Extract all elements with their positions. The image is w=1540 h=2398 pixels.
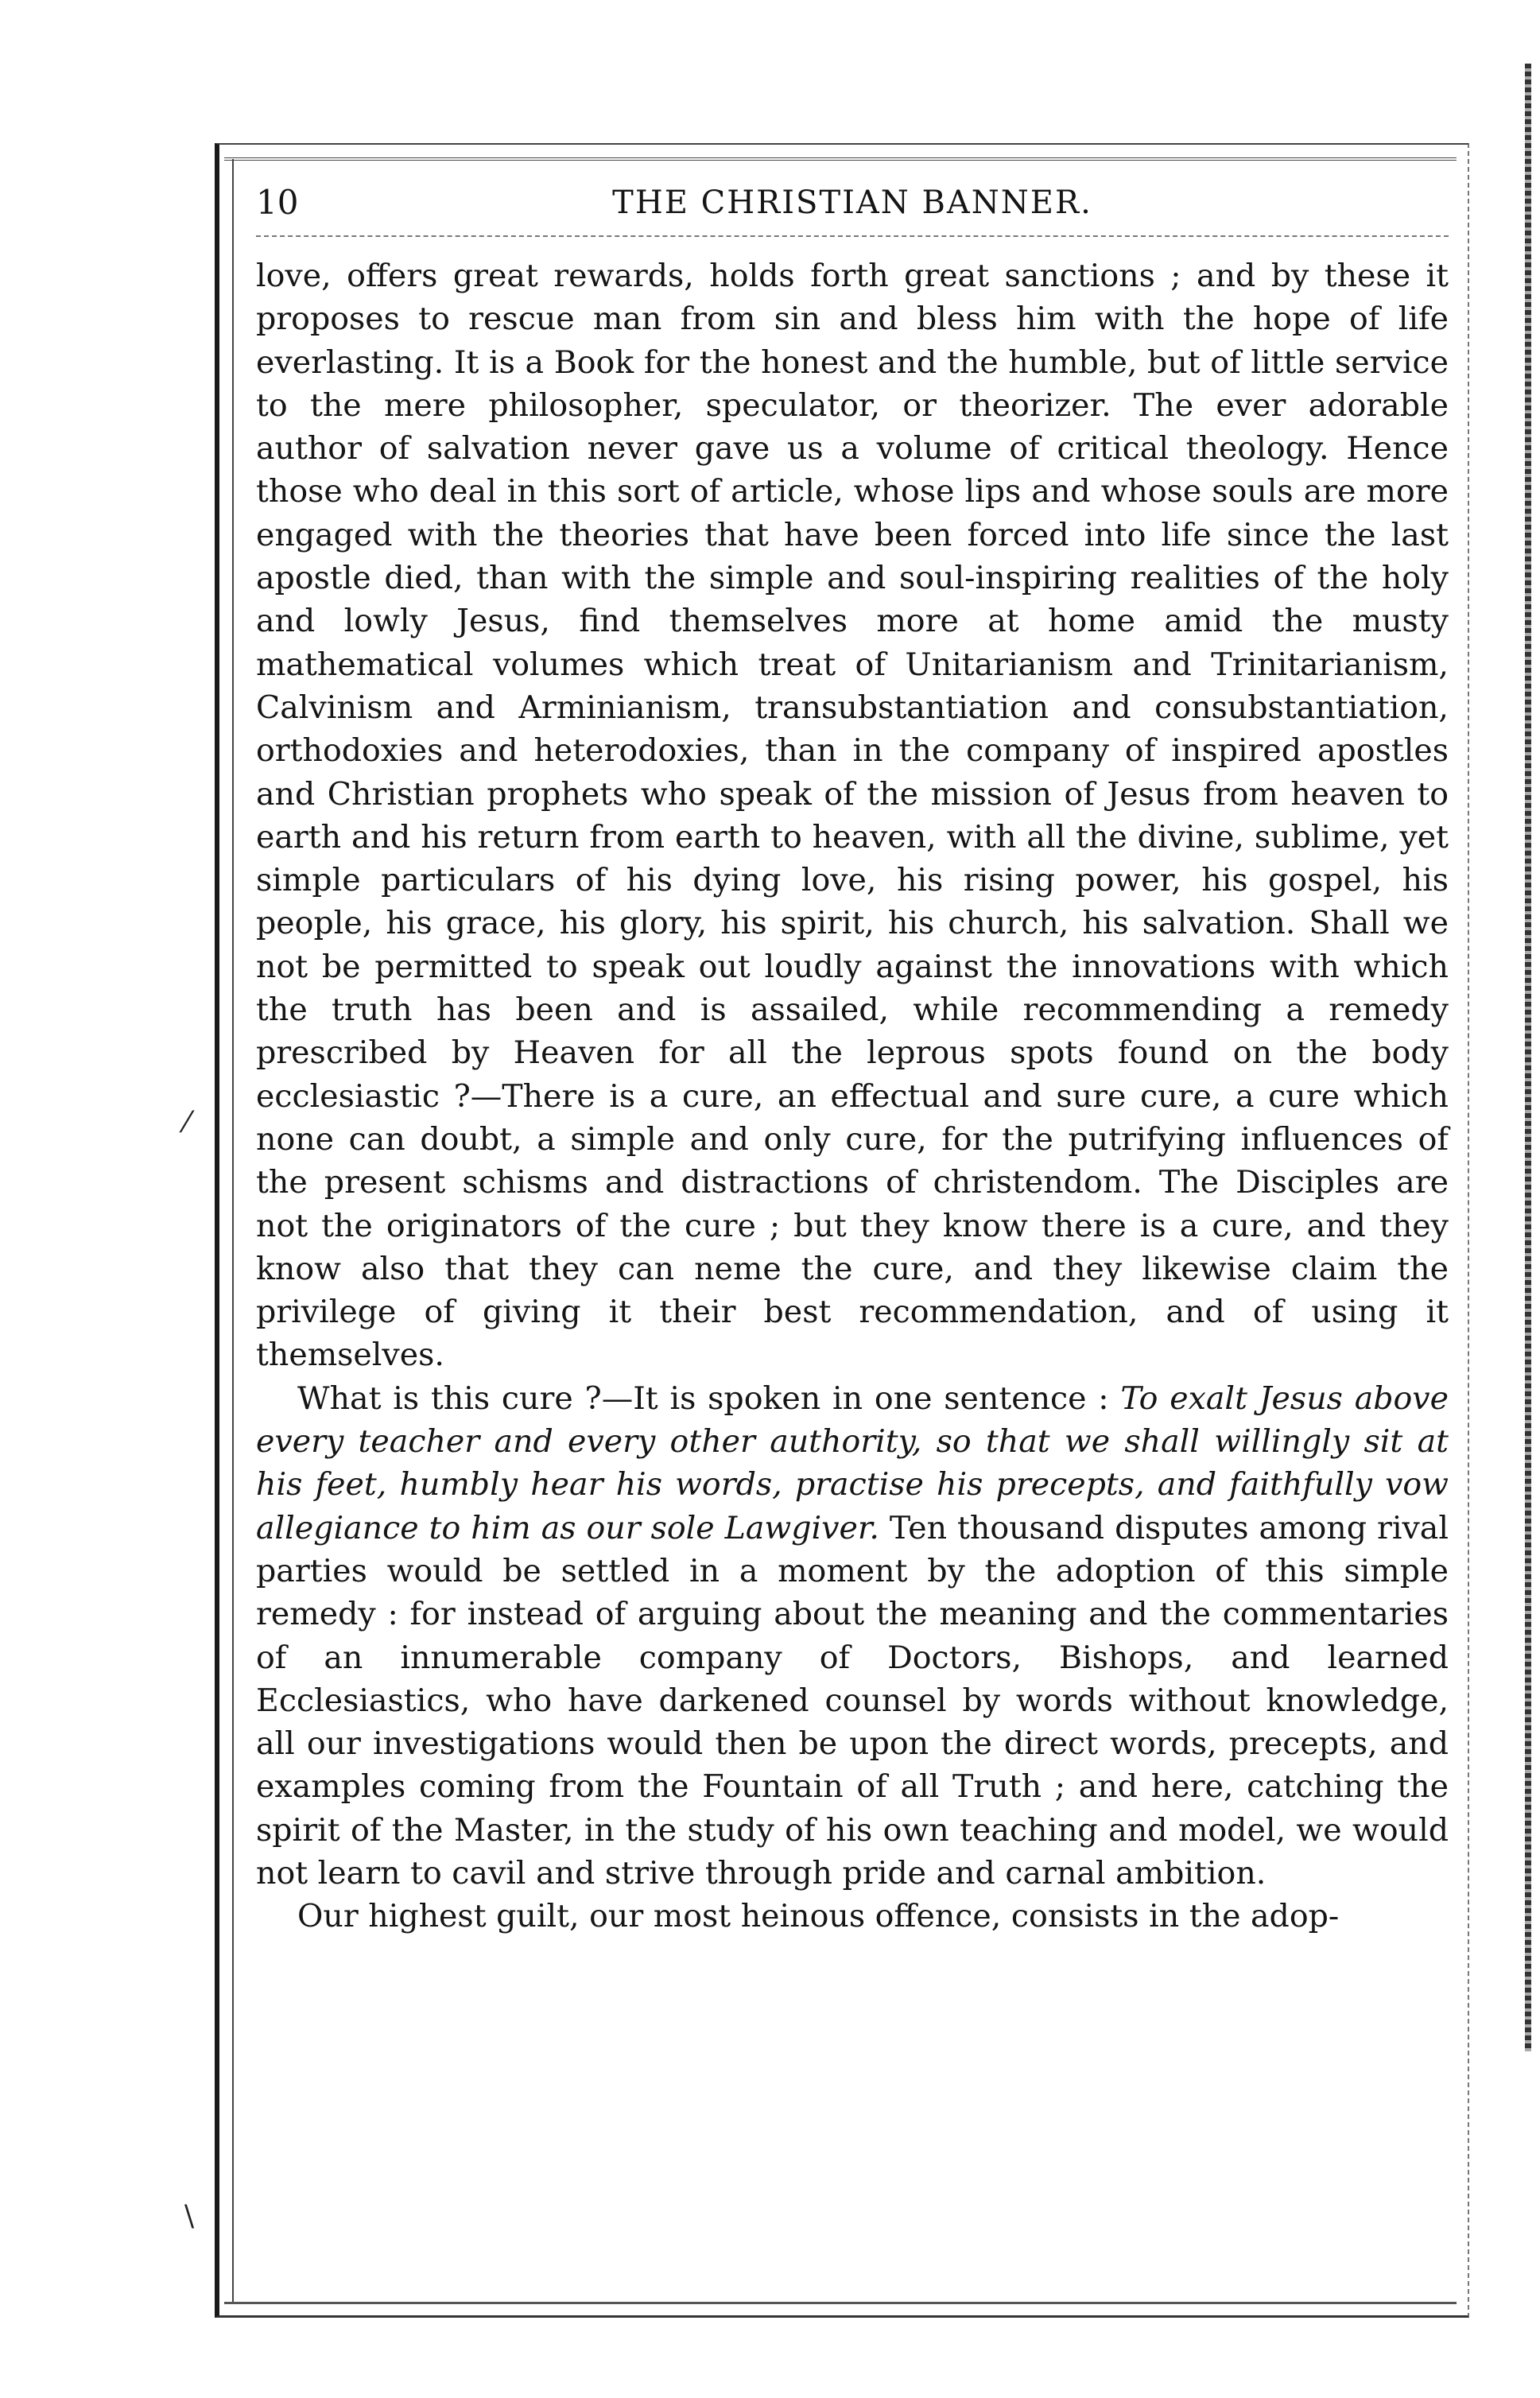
margin-tick-mark-lower: \: [184, 2200, 195, 2233]
header-rule: [256, 235, 1449, 237]
page-header: [256, 175, 1449, 231]
left-border-rule: [232, 159, 234, 2302]
paragraph-2-rest: Ten thousand disputes among rival parties would be settled in a moment by the adoption of this simple remedy : for instead of arguing about the meaning and the commentaries of an innumerable company of Doctors, Bishops, and learned Ecclesiastics, who have darkened counsel by words without knowledge, all our investigations would then be upon the direct words, precepts, and examples coming from the Fountain of all Truth ; and here, catching the spirit of the Master, in the study of his own teaching and model, we would not learn to cavil and strive through pride and carnal ambition.: [256, 1509, 1449, 1892]
scanned-page-edge: [1525, 64, 1531, 2051]
body-text: [256, 254, 1449, 1938]
paragraph-3: Our highest guilt, our most heinous offence, consists in the adop-: [297, 1898, 1340, 1935]
page-number: 10: [256, 183, 299, 222]
paragraph-2: [256, 1377, 1449, 1896]
running-title: THE CHRISTIAN BANNER.: [612, 184, 1092, 221]
bottom-border-rule: [224, 2302, 1457, 2304]
paragraph-2-italic: To exalt Jesus above every teacher and every other authority, so that we shall willingly sit at his feet, humbly hear his words, practise his precepts, and faithfully vow allegiance to him as our sole Lawgiver.: [256, 1379, 1449, 1546]
margin-tick-mark: ⁄: [184, 1107, 190, 1139]
paragraph-2-lead: What is this cure ?—It is spoken in one sentence :: [297, 1379, 1121, 1417]
top-border-rule: [224, 157, 1457, 161]
paragraph-1: love, offers great rewards, holds forth great sanctions ; and by these it proposes to rescue man from sin and bless him with the hope of life everlasting. It is a Book for the honest and the humble, but of little service to the mere philosopher, speculator, or theorizer. The ever adorable author of salvation never gave us a volume of critical theology. Hence those who deal in this sort of article, whose lips and whose souls are more engaged with the theories that have been forced into life since the last apostle died, than with the simple and soul-inspiring realities of the holy and lowly Jesus, find themselves more at home amid the musty mathematical volumes which treat of Unitarianism and Trinitarianism, Calvinism and Arminianism, transubstantiation and consubstantiation, orthodoxies and heterodoxies, than in the company of inspired apostles and Christian prophets who speak of the mission of Jesus from heaven to earth and his return from earth to heaven, with all the divine, sublime, yet simple particulars of his dying love, his rising power, his gospel, his people, his grace, his glory, his spirit, his church, his salvation. Shall we not be permitted to speak out loudly against the innovations with which the truth has been and is assailed, while recommending a remedy prescribed by Heaven for all the leprous spots found on the body ecclesiastic ?—There is a cure, an effectual and sure cure, a cure which none can doubt, a simple and only cure, for the putrifying influences of the present schisms and distractions of christendom. The Disciples are not the originators of the cure ; but they know there is a cure, and they know also that they can neme the cure, and they likewise claim the privilege of giving it their best recommendation, and of using it themselves.: [256, 258, 1449, 1374]
